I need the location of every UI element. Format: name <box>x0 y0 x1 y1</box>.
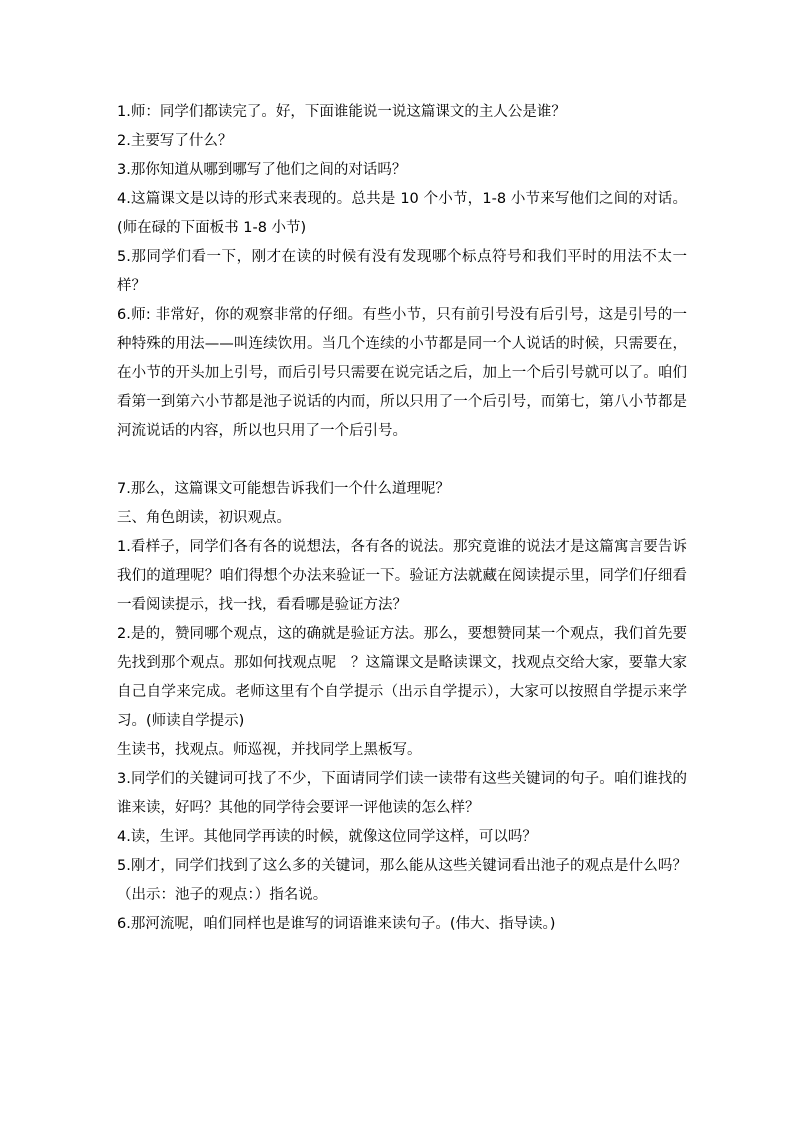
paragraph-point-4: 4.这篇课文是以诗的形式来表现的。总共是 10 个小节，1-8 小节来写他们之间的对话。(师在碌的下面板书 1-8 小节) <box>117 191 687 236</box>
paragraph-student-activity: 生读书，找观点。师巡视，并找同学上黑板写。 <box>117 742 422 758</box>
paragraph-question-7: 7.那么，这篇课文可能想告诉我们一个什么道理呢？ <box>117 481 450 497</box>
paragraph-step-5: 5.刚才，同学们找到了这么多的关键词，那么能从这些关键词看出池子的观点是什么吗？（出示：池子的观点：）指名说。 <box>117 858 687 903</box>
paragraph-spacer <box>117 446 687 475</box>
paragraph-question-3: 3.那你知道从哪到哪写了他们之间的对话吗？ <box>117 162 407 178</box>
document-page <box>117 98 687 939</box>
paragraph-explanation-6: 6.师: 非常好，你的观察非常的仔细。有些小节，只有前引号没有后引号，这是引号的一种特殊的用法——叫连续饮用。当几个连续的小节都是同一个人说话的时候，只需要在，在小节的开头加上引号，而后引号只需要在说完话之后，加上一个后引号就可以了。咱们看第一到第六小节都是池子说话的内而，所以只用了一个后引号，而第七，第八小节都是河流说话的内容，所以也只用了一个后引号。 <box>117 307 687 439</box>
section-heading-role-reading: 三、角色朗读，初识观点。 <box>117 510 291 526</box>
paragraph-teacher-question-1: 1.师：同学们都读完了。好，下面谁能说一说这篇课文的主人公是谁？ <box>117 104 566 120</box>
paragraph-question-2: 2.主要写了什么？ <box>117 133 233 149</box>
paragraph-step-4: 4.读，生评。其他同学再读的时候，就像这位同学这样，可以吗？ <box>117 829 537 845</box>
paragraph-step-2: 2.是的，赞同哪个观点，这的确就是验证方法。那么，要想赞同某一个观点，我们首先要先找到那个观点。那如何找观点呢 ？这篇课文是略读课文，找观点交给大家，要靠大家自己自学来完成。老师这里有个自学提示（出示自学提示），大家可以按照自学提示来学习。(师读自学提示) <box>117 626 687 729</box>
paragraph-step-1: 1.看样子，同学们各有各的说想法，各有各的说法。那究竟谁的说法才是这篇寓言要告诉我们的道理呢？咱们得想个办法来验证一下。验证方法就藏在阅读提示里，同学们仔细看一看阅读提示，找一找，看看哪是验证方法？ <box>117 539 687 613</box>
paragraph-step-6: 6.那河流呢，咱们同样也是谁写的词语谁来读句子。(伟大、指导读。) <box>117 916 556 932</box>
paragraph-question-5: 5.那同学们看一下，刚才在读的时候有没有发现哪个标点符号和我们平时的用法不太一样？ <box>117 249 687 294</box>
paragraph-step-3: 3.同学们的关键词可找了不少，下面请同学们读一读带有这些关键词的句子。咱们谁找的谁来读，好吗？其他的同学待会要评一评他读的怎么样？ <box>117 771 687 816</box>
